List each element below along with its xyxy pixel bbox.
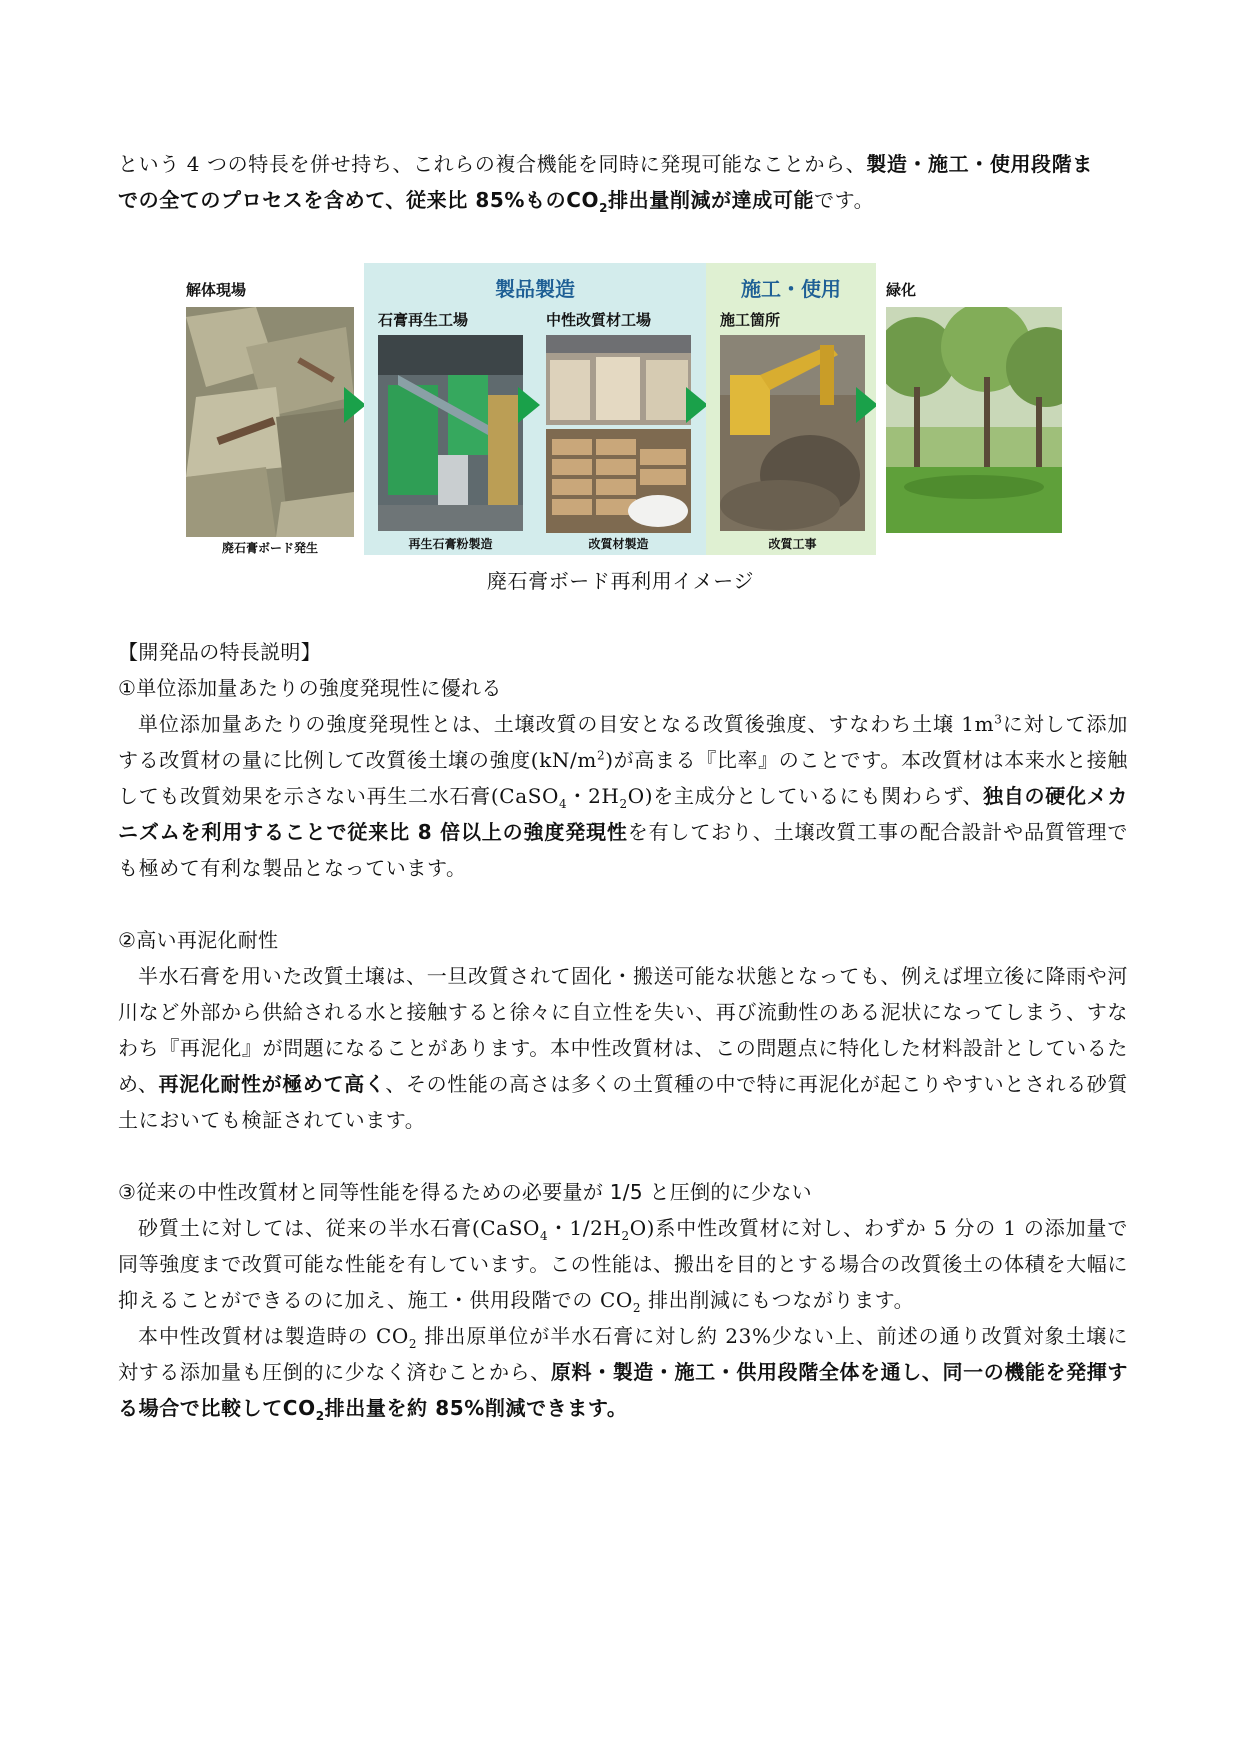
flow-arrow-icon [344,387,366,423]
flow-arrow-icon [856,387,878,423]
flow-arrow-icon [686,387,708,423]
section-title: 【開発品の特長説明】 [118,640,321,664]
feature-3-paragraph-1: 砂質土に対しては、従来の半水石膏(CaSO$_4$・$1/2H_2O$)系中性改質材に対し、わずか 5 分の 1 の添加量で同等強度まで改質可能な性能を有しています。この性能は、搬出を目的とする場合の改質後土の体積を大幅に抑えることができるのに加え、施工・供用段階での $CO_2$ 排出削減にもつながります。 [118,1216,1128,1315]
construction-photo [720,335,865,531]
feature-2-paragraph: 半水石膏を用いた改質土壌は、一旦改質されて固化・搬送可能な状態となっても、例えば埋立後に降雨や河川など外部から供給される水と接触すると徐々に自立性を失い、再び流動性のある泥状になってしまう、すなわち『再泥化』が問題になることがあります。本中性改質材は、この問題点に特化した材料設計としているため、再泥化耐性が極めて高く、その性能の高さは多くの土質種の中で特に再泥化が起こりやすいとされる砂質土においても検証されています。 [118,964,1128,1132]
stage-caption: 改質工事 [768,537,817,551]
intro-paragraph [118,146,1128,218]
stage-label: 緑化 [886,281,917,299]
intro-text: という 4 つの特長を併せ持ち、これらの複合機能を同時に発現可能なことから、 [118,152,867,176]
stage-label: 中性改質材工場 [546,311,652,329]
stage-caption: 再生石膏粉製造 [408,537,493,551]
stage-construction-panel [706,263,876,555]
gypsum-plant-photo [378,335,523,531]
intro-subscript: 2 [599,201,609,215]
flow-arrow-icon [518,387,540,423]
intro-emphasis: 排出量削減が達成可能 [608,188,815,212]
stage-heading: 製品製造 [495,277,575,301]
bags-photo [546,335,691,425]
feature-1-paragraph: 単位添加量あたりの強度発現性とは、土壌改質の目安となる改質後強度、すなわち土壌 $1m^3$に対して添加する改質材の量に比例して改質後土壌の強度$(kN/m^2)$が高まる『比率』のことです。本改質材は本来水と接触しても改質効果を示さない再生二水石膏(CaSO$_4$・$2H_2O$)を主成分としているにも関わらず、独自の硬化メカニズムを利用することで従来比 8 倍以上の強度発現性を有しており、土壌改質工事の配合設計や品質管理でも極めて有利な製品となっています。 [118,712,1128,880]
stage-caption: 廃石膏ボード発生 [221,541,318,555]
feature-1-title: ①単位添加量あたりの強度発現性に優れる [118,676,502,700]
stage-demolition-panel [180,263,364,555]
figure-caption: 廃石膏ボード再利用イメージ [486,569,755,593]
feature-2-emphasis: 再泥化耐性が極めて高く [158,1072,386,1096]
intro-emphasis: での全てのプロセスを含めて、従来比 85%もの [118,188,567,212]
feature-3-emphasis: 原料・製造・施工・供用段階全体を通し、同一の機能を発揮する場合で比較してCO [118,1360,1128,1420]
features-section [118,634,1128,1426]
greening-photo [886,307,1062,533]
intro-emphasis: CO [566,188,600,212]
stage-greening-panel [876,263,1068,555]
stage-label: 解体現場 [186,281,247,299]
demolition-photo [186,307,354,537]
recycling-flow-figure [180,263,1068,555]
feature-1-emphasis: 独自の硬化メカニズムを利用することで従来比 8 倍以上の強度発現性 [118,784,1128,844]
bag-stack-photo [546,429,691,533]
intro-emphasis: 製造・施工・使用段階ま [866,152,1093,176]
stage-caption: 改質材製造 [588,537,649,551]
stage-heading: 施工・使用 [741,277,841,301]
stage-label: 石膏再生工場 [378,311,469,329]
feature-3-emphasis: 排出量を約 85%削減できます。 [324,1396,628,1420]
intro-text: です。 [814,188,875,212]
feature-3-title: ③従来の中性改質材と同等性能を得るための必要量が 1/5 と圧倒的に少ない [118,1180,812,1204]
feature-2-title: ②高い再泥化耐性 [118,928,279,952]
stage-label: 施工箇所 [720,311,781,329]
feature-3-paragraph-2: 本中性改質材は製造時の $CO_2$ 排出原単位が半水石膏に対し約 23%少ない上、前述の通り改質対象土壌に対する添加量も圧倒的に少なく済むことから、原料・製造・施工・供用段階全体を通し、同一の機能を発揮する場合で比較して$CO_2$排出量を約 85%削減できます。 [118,1324,1128,1423]
